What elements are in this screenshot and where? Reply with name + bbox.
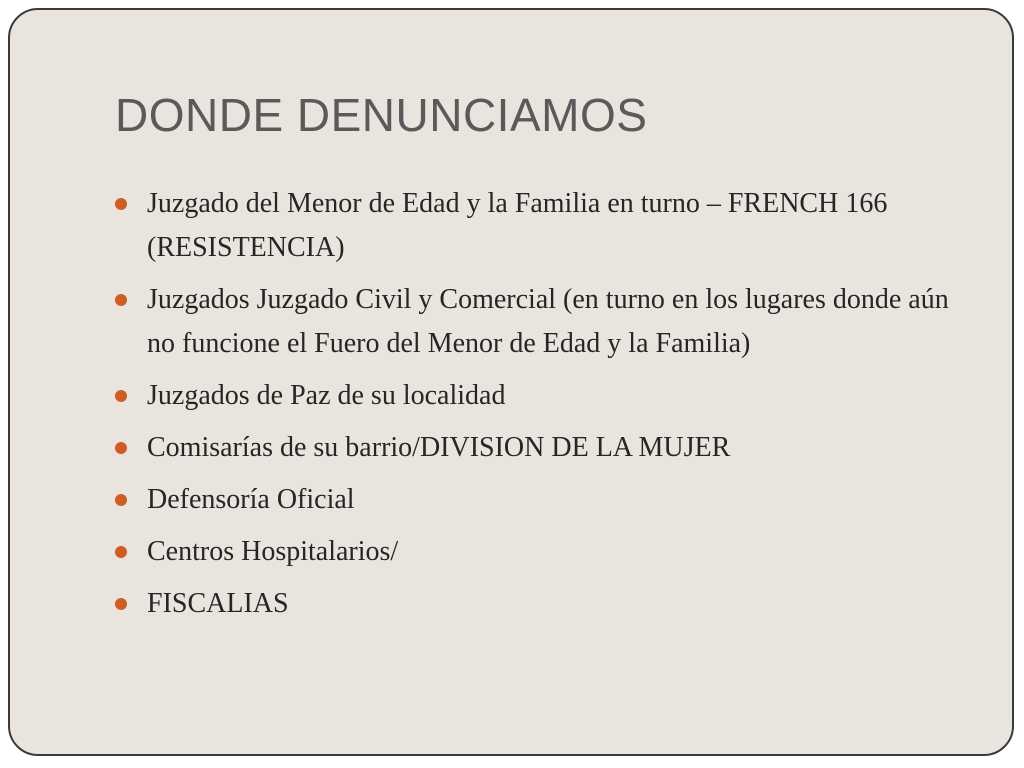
bullet-item <box>113 478 973 522</box>
bullet-text: Juzgados de Paz de su localidad <box>147 380 506 411</box>
bullet-dot-icon <box>115 546 127 558</box>
bullet-dot-icon <box>115 442 127 454</box>
bullet-item <box>113 182 973 270</box>
bullet-item <box>113 278 973 366</box>
bullet-dot-icon <box>115 294 127 306</box>
bullet-text: Centros Hospitalarios/ <box>147 536 399 567</box>
bullet-dot-icon <box>115 198 127 210</box>
bullet-text: Juzgado del Menor de Edad y la Familia en turno – FRENCH 166 (RESISTENCIA) <box>147 188 888 263</box>
bullet-text: Defensoría Oficial <box>147 484 355 515</box>
slide <box>8 8 1014 756</box>
bullet-dot-icon <box>115 598 127 610</box>
bullet-item <box>113 530 973 574</box>
bullet-item <box>113 374 973 418</box>
bullet-item <box>113 426 973 470</box>
bullet-item <box>113 582 973 626</box>
bullet-text: FISCALIAS <box>147 588 289 619</box>
bullet-dot-icon <box>115 390 127 402</box>
bullet-dot-icon <box>115 494 127 506</box>
bullet-text: Juzgados Juzgado Civil y Comercial (en turno en los lugares donde aún no funcione el Fuero del Menor de Edad y la Familia) <box>147 284 949 359</box>
slide-title: DONDE DENUNCIAMOS <box>115 89 648 141</box>
bullet-text: Comisarías de su barrio/DIVISION DE LA MUJER <box>147 432 731 463</box>
bullet-list <box>113 182 973 634</box>
